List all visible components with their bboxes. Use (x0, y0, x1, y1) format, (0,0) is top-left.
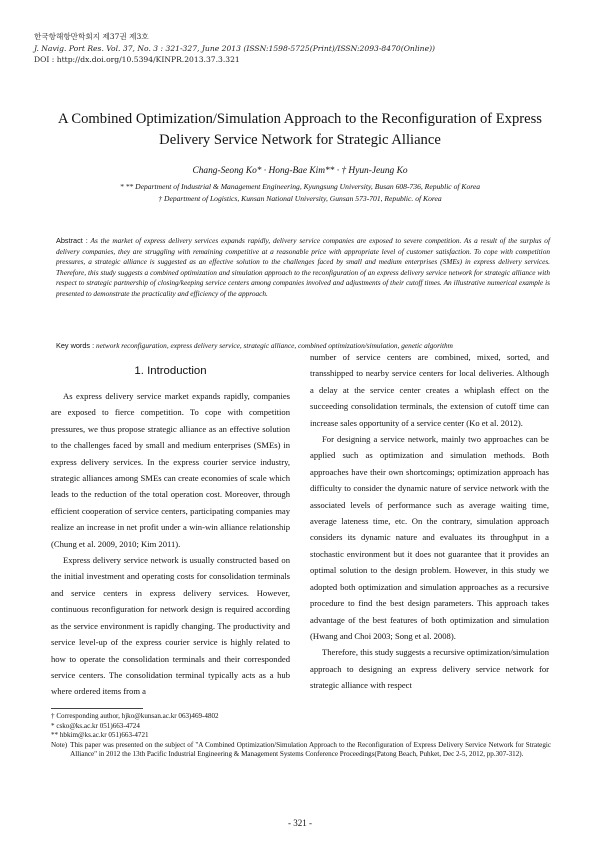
page-number: - 321 - (288, 818, 312, 828)
footnotes (51, 712, 551, 760)
paragraph: As express delivery service market expands rapidly, companies are exposed to fierce competition. To cope with competition pressures, we thus propose strategic alliance as an effective solution to the challenges faced by small and medium enterprises (SMEs) in express delivery services. In the express courier service industry, strategic alliances among SMEs can create economies of scale which leads to the reduction of the total operation cost. Moreover, through efficient cooperation of service centers, participating companies may realize an increase in net profit under a win-win alliance relationship (Chung et al. 2009, 2010; Kim 2011). (51, 391, 290, 549)
left-column (51, 363, 290, 700)
footnote-author-1: * csko@ks.ac.kr 051)663-4724 (51, 721, 140, 730)
abstract-label: Abstract : (56, 236, 88, 245)
paper-title: A Combined Optimization/Simulation Approach to the Reconfiguration of Express Delivery Service Network for Strategic Alliance (58, 111, 542, 148)
footnote-corresponding: † Corresponding author, hjko@kunsan.ac.kr 063)469-4802 (51, 712, 219, 720)
affiliation-2: † Department of Logistics, Kunsan National University, Gunsan 573-701, Republic. of Korea (158, 194, 442, 203)
abstract (56, 236, 550, 300)
right-column (310, 349, 549, 694)
journal-header (34, 31, 435, 66)
presentation-note (51, 741, 551, 760)
keywords-text: network reconfiguration, express delivery service, strategic alliance, combined optimization/simulation, genetic algorithm (95, 341, 453, 350)
authors: Chang-Seong Ko* · Hong-Bae Kim** · † Hyun-Jeung Ko (192, 166, 408, 176)
journal-citation: J. Navig. Port Res. Vol. 37, No. 3 : 321-327, June 2013 (ISSN:1598-5725(Print)/ISSN:2093-8470(Online)) (34, 43, 435, 53)
section-heading: 1. Introduction (134, 365, 207, 377)
doi-line: DOI : http://dx.doi.org/10.5394/KINPR.2013.37.3.321 (34, 55, 240, 65)
note-label: Note) (51, 740, 68, 749)
paragraph: number of service centers are combined, mixed, sorted, and transshipped to nearby service centers for local deliveries. Although a delay at the service center creates a whiplash effect on the succeeding consolidation terminals, the extension of cutoff time can increase sales opportunity of a service center (Ko et al. 2012). (310, 352, 549, 428)
note-text: This paper was presented on the subject of "A Combined Optimization/Simulation Approach to the Reconfiguration of Express Delivery Service Network for Strategic Alliance" in 2012 the 13th Pacific Industrial Engineering & Management Systems Conference Proceedings(Patong Beach, Puhket, Dec 2-5, 2012, pp.307-312). (70, 740, 551, 759)
footnote-author-2: ** hbkim@ks.ac.kr 051)663-4721 (51, 731, 149, 740)
journal-name-korean: 한국항해항만학회지 제37권 제3호 (34, 32, 149, 41)
keywords-label: Key words : (56, 341, 95, 350)
footnote-rule (51, 708, 143, 709)
affiliations (40, 181, 560, 205)
paragraph: Express delivery service network is usually constructed based on the initial investment and operating costs for consolidation terminals and service centers in express delivery services. However, continuous reconfiguration for network design is required according as the service environment is rapidly changing. The productivity and service level-up of the express courier service is highly related to how to operate the consolidation terminals and their corresponded service centers. The consolidation terminal typically acts as a hub where ordered items from a (51, 555, 290, 697)
abstract-text: As the market of express delivery services expands rapidly, delivery service companies are exposed to severe competition. As a result of the surplus of delivery companies, they are struggling with remaining competitive at a reasonable price with appropriate level of customer satisfaction. To cope with competition pressures, a strategic alliance is suggested as an effective solution to the challenges faced by small and medium enterprises (SMEs) in express delivery services. Therefore, this study suggests a combined optimization and simulation approach to the reconfiguration of an express delivery service network for strategic alliance with respect to strategic partnership of closing/keeping service centers among companies involved and adjustments of their cutoff times. An illustrative numerical example is presented to demonstrate the practicality and efficiency of the approach. (56, 236, 550, 298)
paragraph: For designing a service network, mainly two approaches can be applied such as optimization and simulation methods. Both approaches have their own shortcomings; optimization approach has difficulty to consider the dynamic nature of service network with the associated levels of performance such as average waiting time, average lateness time, etc. On the contrary, simulation approach considers its dynamic nature and evaluates its throughput in a stochastic environment but it does not guarantee that it provides an optimal solution to the design problem. However, in this study we adopted both optimization and simulation approaches as a recursive procedure to find the best design parameters. This approach takes advantage of the best features of both optimization and simulation (Hwang and Choi 2003; Song et al. 2008). (310, 434, 549, 641)
paragraph: Therefore, this study suggests a recursive optimization/simulation approach to designing an express delivery service network for strategic alliance with respect (310, 647, 549, 691)
affiliation-1: * ** Department of Industrial & Management Engineering, Kyungsung University, Busan 608-736, Republic of Korea (119, 182, 481, 191)
